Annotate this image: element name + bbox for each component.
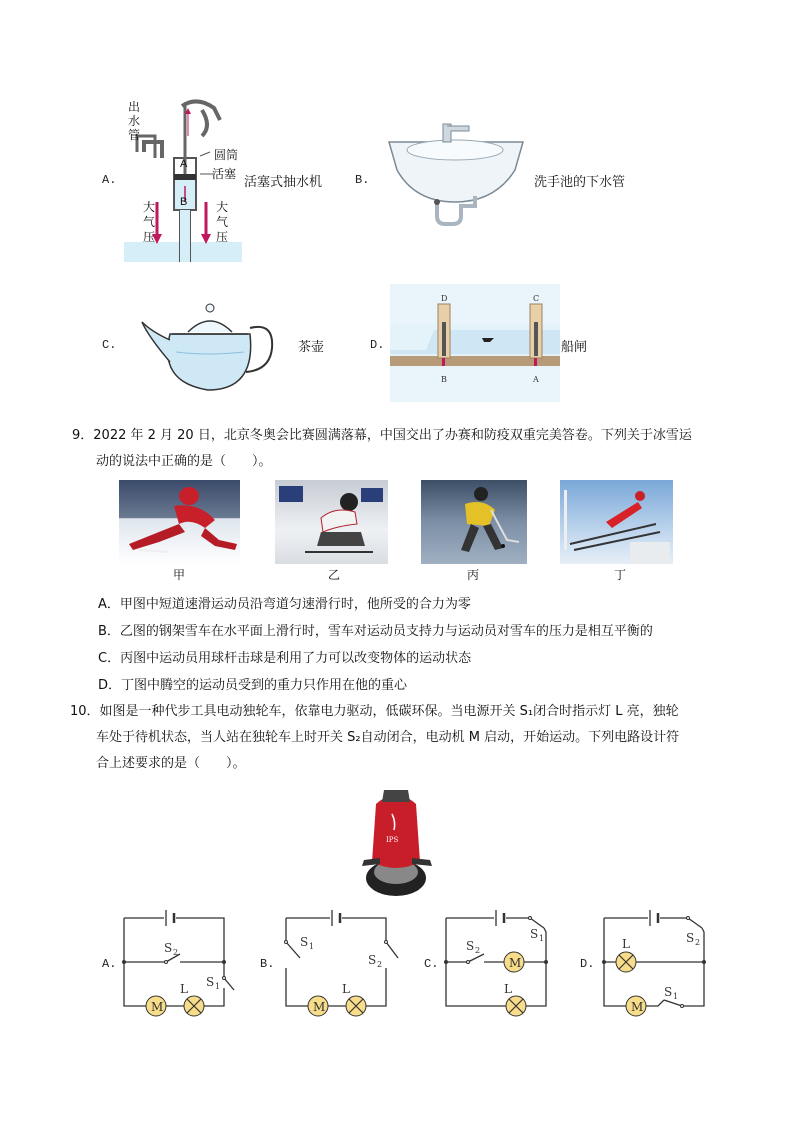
circuit-d-label: D. <box>580 957 595 971</box>
svg-text:S: S <box>466 939 475 953</box>
option-a-caption: 活塞式抽水机 <box>244 175 323 190</box>
svg-text:M: M <box>631 1000 644 1014</box>
pump-label-valve-b: B <box>180 196 188 208</box>
photo-yi-skeleton <box>275 480 388 564</box>
pump-label-atm-right: 大 气 压 <box>216 200 229 244</box>
svg-text:1: 1 <box>673 992 679 1001</box>
lock-label-c: C <box>533 294 540 303</box>
svg-text:L: L <box>180 982 188 996</box>
circuit-a-label: A. <box>102 957 117 971</box>
svg-text:S: S <box>686 931 695 945</box>
photo-yi-label: 乙 <box>328 568 341 582</box>
svg-text:L: L <box>504 982 512 996</box>
circuit-d <box>598 898 728 1026</box>
option-b-caption: 洗手池的下水管 <box>534 175 626 190</box>
circuit-c-label: C. <box>424 957 439 971</box>
svg-text:1: 1 <box>539 934 545 943</box>
svg-text:S: S <box>164 941 173 955</box>
svg-text:S: S <box>206 975 215 989</box>
piston <box>174 174 196 180</box>
option-c-caption: 茶壶 <box>298 340 325 355</box>
photo-jia-label: 甲 <box>173 568 186 582</box>
svg-text:1: 1 <box>215 982 221 991</box>
circuit-b-label: B. <box>260 957 275 971</box>
svg-text:2: 2 <box>475 946 481 955</box>
q10-stem-line1: 10．如图是一种代步工具电动独轮车，依靠电力驱动，低碳环保。当电源开关 S₁闭合时指示灯 L 亮，独轮 <box>70 704 679 719</box>
pump-label-atm-left: 大 气 压 <box>143 200 156 244</box>
teapot-figure <box>138 292 280 400</box>
svg-text:M: M <box>151 1000 164 1014</box>
circuit-c <box>440 898 570 1026</box>
q9-stem-line1: 9．2022 年 2 月 20 日，北京冬奥会比赛圆满落幕，中国交出了办赛和防疫双重完美答卷。下列关于冰雪运 <box>72 428 692 443</box>
pump-label-outlet: 出 水 管 <box>128 100 141 142</box>
q9-option-d[interactable]: D．丁图中腾空的运动员受到的重力只作用在他的重心 <box>98 678 408 693</box>
svg-text:2: 2 <box>173 948 179 957</box>
q9-option-b[interactable]: B．乙图的钢架雪车在水平面上滑行时，雪车对运动员支持力与运动员对雪车的压力是相互平衡的 <box>98 624 653 639</box>
q9-stem-line2: 动的说法中正确的是（ ）。 <box>96 454 272 469</box>
q10-stem-line2: 车处于待机状态，当人站在独轮车上时开关 S₂自动闭合，电动机 M 启动，开始运动。下列电路设计符 <box>96 730 680 745</box>
svg-text:S: S <box>368 953 377 967</box>
svg-text:S: S <box>664 985 673 999</box>
pump-label-cylinder: 圆筒 <box>214 148 239 162</box>
svg-text:M: M <box>509 956 522 970</box>
svg-text:1: 1 <box>309 942 315 951</box>
electric-unicycle-figure <box>346 782 446 898</box>
option-c-label: C. <box>102 338 117 352</box>
circuit-a <box>118 898 248 1026</box>
photo-jia-speed-skating <box>119 480 240 564</box>
option-d-caption: 船闸 <box>561 340 588 355</box>
svg-text:S: S <box>530 927 539 941</box>
svg-text:2: 2 <box>695 938 701 947</box>
ship-lock-figure <box>390 284 560 402</box>
q9-option-c[interactable]: C．丙图中运动员用球杆击球是利用了力可以改变物体的运动状态 <box>98 651 472 666</box>
svg-text:M: M <box>313 1000 326 1014</box>
lock-label-d: D <box>441 294 448 303</box>
option-a-label: A. <box>102 173 117 187</box>
svg-text:2: 2 <box>377 960 383 969</box>
circuit-b <box>280 898 410 1026</box>
q9-option-a[interactable]: A．甲图中短道速滑运动员沿弯道匀速滑行时，他所受的合力为零 <box>98 597 471 612</box>
photo-ding-ski-jump <box>560 480 673 564</box>
pump-label-piston: 活塞 <box>212 167 237 181</box>
photo-ding-label: 丁 <box>614 568 627 582</box>
pump-label-valve-a: A <box>180 158 188 170</box>
unicycle-logo: IPS <box>386 836 399 844</box>
svg-text:S: S <box>300 935 309 949</box>
sink-figure <box>385 120 527 244</box>
lock-label-b: B <box>441 375 447 384</box>
svg-text:L: L <box>622 937 630 951</box>
option-d-label: D. <box>370 338 385 352</box>
option-b-label: B. <box>355 173 370 187</box>
svg-text:L: L <box>342 982 350 996</box>
q10-stem-line3: 合上述要求的是（ ）。 <box>96 756 246 771</box>
photo-bing-hockey <box>421 480 527 564</box>
photo-bing-label: 丙 <box>467 568 480 582</box>
lock-label-a: A <box>533 375 539 384</box>
